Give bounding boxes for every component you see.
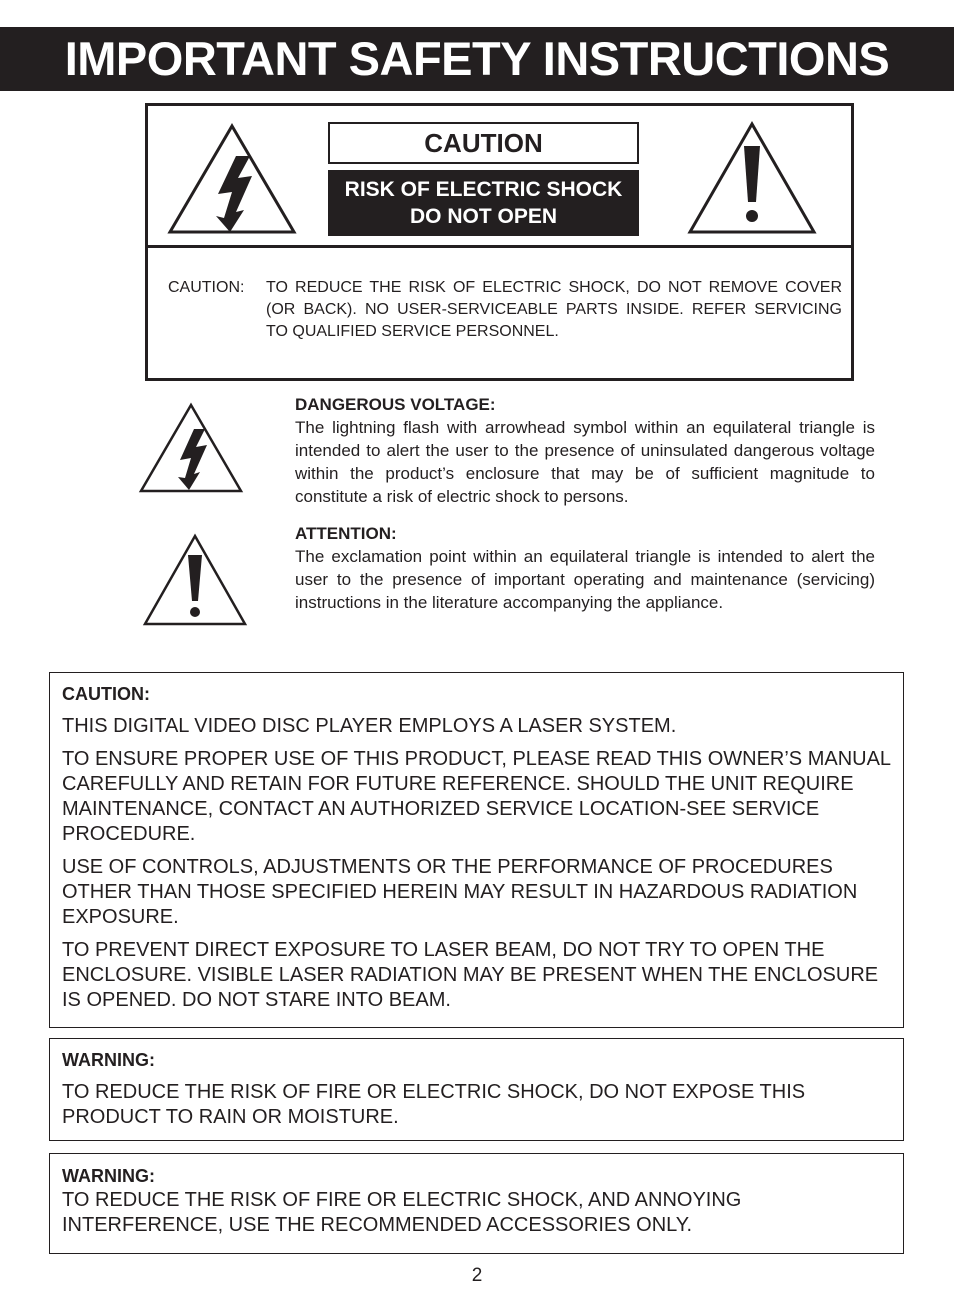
page-number: 2	[471, 1265, 483, 1286]
exclamation-triangle-icon	[686, 120, 818, 236]
shock-line-2: DO NOT OPEN	[409, 205, 557, 228]
moisture-warning-heading: WARNING:	[62, 1050, 155, 1070]
shock-warning-label	[328, 170, 639, 236]
caution-prefix: CAUTION:	[168, 279, 245, 296]
dangerous-voltage-block	[295, 393, 875, 508]
attention-block	[295, 522, 875, 614]
lightning-triangle-icon	[138, 402, 244, 494]
laser-caution-paragraph: THIS DIGITAL VIDEO DISC PLAYER EMPLOYS A LASER SYSTEM.	[62, 715, 677, 737]
laser-caution-paragraph: TO PREVENT DIRECT EXPOSURE TO LASER BEAM, DO NOT TRY TO OPEN THE ENCLOSURE. VISIBLE LASER RADIATION MAY BE PRESENT WHEN THE ENCLOSURE IS OPENED. DO NOT STARE INTO BEAM.	[62, 939, 879, 1011]
dangerous-voltage-heading: DANGEROUS VOLTAGE:	[295, 395, 496, 414]
exclamation-triangle-icon	[142, 533, 248, 627]
attention-text: The exclamation point within an equilateral triangle is intended to alert the user to the presence of important operating and maintenance (servicing) instructions in the literature accompanying the appliance.	[295, 547, 875, 612]
accessories-warning-heading: WARNING:	[62, 1166, 155, 1186]
laser-caution-box	[49, 672, 904, 1028]
laser-caution-heading: CAUTION:	[62, 684, 150, 704]
moisture-warning-box	[49, 1038, 904, 1141]
lightning-triangle-icon	[166, 122, 298, 236]
laser-caution-paragraph: USE OF CONTROLS, ADJUSTMENTS OR THE PERFORMANCE OF PROCEDURES OTHER THAN THOSE SPECIFIED HEREIN MAY RESULT IN HAZARDOUS RADIATION EXPOSURE.	[62, 856, 858, 928]
accessories-warning-text: TO REDUCE THE RISK OF FIRE OR ELECTRIC SHOCK, AND ANNOYING INTERFERENCE, USE THE RECOMMENDED ACCESSORIES ONLY.	[62, 1189, 742, 1236]
accessories-warning-box	[49, 1153, 904, 1254]
caution-label-panel	[145, 103, 854, 381]
laser-caution-paragraph: TO ENSURE PROPER USE OF THIS PRODUCT, PLEASE READ THIS OWNER’S MANUAL CAREFULLY AND RETAIN FOR FUTURE REFERENCE. SHOULD THE UNIT REQUIRE MAINTENANCE, CONTACT AN AUTHORIZED SERVICE LOCATION-SEE SERVICE PROCEDURE.	[62, 748, 891, 845]
attention-heading: ATTENTION:	[295, 524, 397, 543]
dangerous-voltage-text: The lightning flash with arrowhead symbol within an equilateral triangle is intended to alert the user to the presence of uninsulated dangerous voltage within the product’s enclosure that may be of sufficient magnitude to constitute a risk of electric shock to persons.	[295, 418, 875, 506]
caution-label: CAUTION	[328, 122, 639, 164]
shock-line-1: RISK OF ELECTRIC SHOCK	[344, 178, 623, 201]
panel-divider	[148, 245, 851, 248]
page-title: IMPORTANT SAFETY INSTRUCTIONS	[0, 27, 954, 91]
caution-text: TO REDUCE THE RISK OF ELECTRIC SHOCK, DO NOT REMOVE COVER (OR BACK). NO USER-SERVICEABLE PARTS INSIDE. REFER SERVICING TO QUALIFIED SERVICE PERSONNEL.	[266, 279, 842, 340]
moisture-warning-text: TO REDUCE THE RISK OF FIRE OR ELECTRIC SHOCK, DO NOT EXPOSE THIS PRODUCT TO RAIN OR MOISTURE.	[62, 1081, 806, 1128]
